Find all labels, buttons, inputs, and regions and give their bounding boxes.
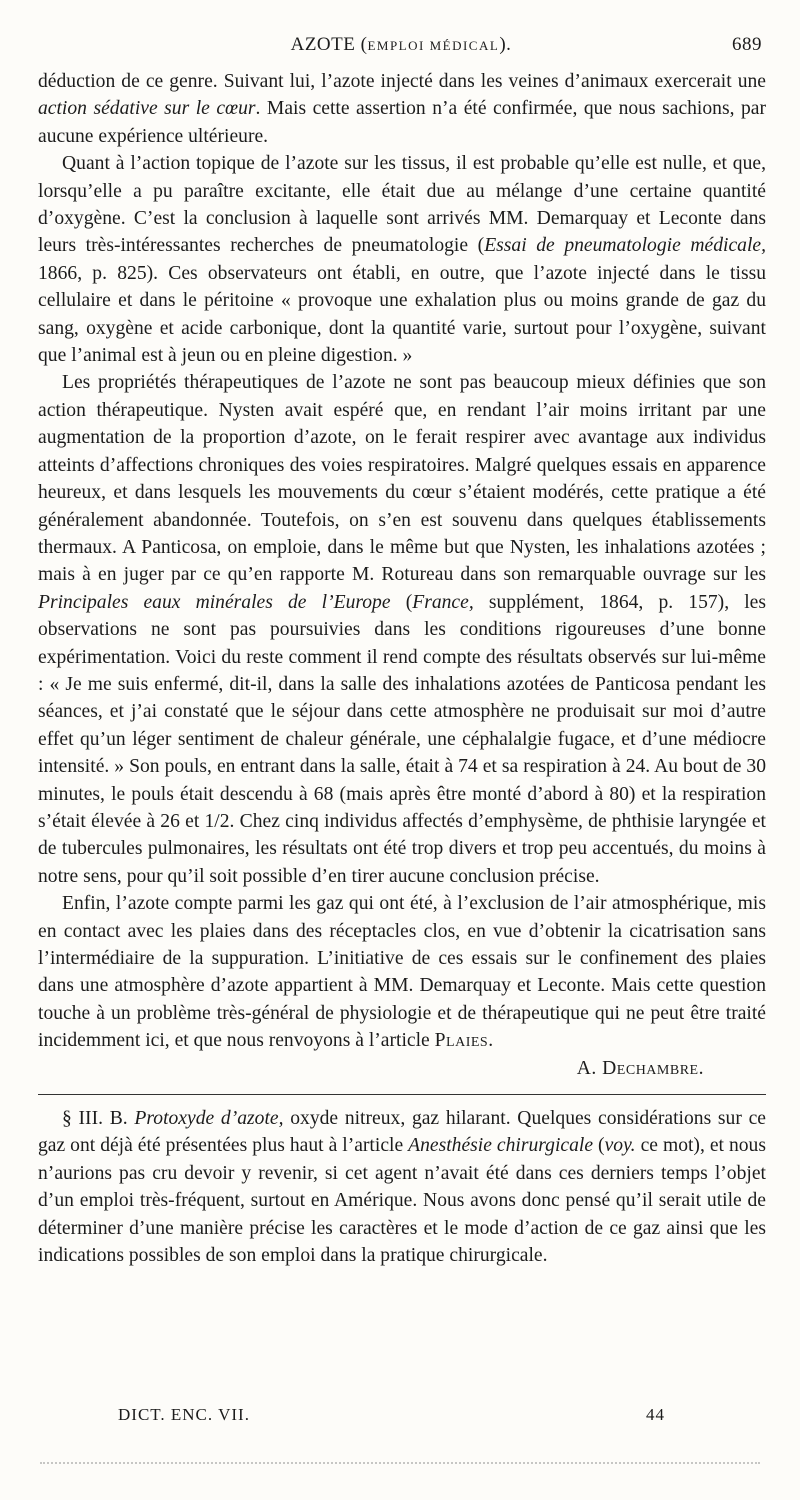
p2-text-b: 1866, p. 825). Ces observateurs ont établi, en outre, que l’azote injecté dans le tissu cellulaire et dans le péritoine « provoque une exhalation plus ou moins grande de gaz du sang, oxygène et acide carbonique, dont la quantité varie, surtout pour l’oxygène, suivant que l’animal est à jeun ou en pleine digestion. » [38,262,766,367]
running-title-subtitle: EMPLOI MÉDICAL [367,38,500,53]
p3-citation-country: France, [412,591,474,613]
p5-voy: voy. [604,1135,636,1157]
paragraph-1 [38,68,766,150]
page-number: 689 [732,34,762,55]
running-title-close: ). [499,34,512,55]
p1-text-b: . Mais cette assertion n’a été confirmée, que nous sachions, par aucune expérience ultérieure. [38,98,767,147]
running-header [40,34,762,60]
author-name: A. Dechambre. [576,1057,704,1079]
p5-subject: Protoxyde d’azote, [134,1108,284,1130]
p2-citation-title: Essai de pneumatologie médicale, [484,235,766,257]
paragraph-3 [38,369,766,890]
p1-emphasis: action sédative sur le cœur [38,98,256,120]
p4-article-ref: Plaies [434,1030,489,1052]
running-title [40,34,762,56]
paragraph-4 [38,890,766,1054]
p3-text-b: supplément, 1864, p. 157), les observations ne sont pas poursuivies dans les conditions rigoureuses d’une bonne expérimentation. Voici du reste comment il rend compte des résultats observés sur lui-même : « Je me suis enfermé, dit-il, dans la salle des inhalations azotées de Panticosa pendant les séances, et j’ai constaté que le séjour dans cette atmosphère ne produisait sur moi d’autre effet qu’un léger sentiment de chaleur générale, une céphalalgie fugace, et d’une médiocre intensité. » Son pouls, en entrant dans la salle, était à 74 et sa respiration à 24. Au bout de 30 minutes, le pouls était descendu à 68 (mais après être monté d’abord à 80) et la respiration s’était élevée à 26 et 1/2. Chez cinq individus affectés d’emphysème, de phthisie laryngée et de tubercules pulmonaires, les résultats ont été trop divers et trop peu accentués, du moins à notre sens, pour qu’il soit possible d’en tirer aucune conclusion précise. [38,591,766,887]
p2-text-a: Quant à l’action topique de l’azote sur les tissus, il est probable qu’elle est nulle, et que, lorsqu’elle a pu paraître excitante, elle était due au mélange d’une certaine quantité d’oxygène. C’est la conclusion à laquelle sont arrivés MM. Demarquay et Leconte dans leurs très-intéressantes recherches de pneumatologie ( [38,153,766,257]
section-divider [38,1094,766,1095]
sheet-number: 44 [646,1405,665,1424]
paragraph-5 [38,1105,766,1269]
running-title-main: AZOTE ( [290,34,368,55]
p4-text-b: . [488,1030,494,1052]
p5-article-ref: Anesthésie chirurgicale [408,1135,594,1157]
p5-section-mark: § III. B. [62,1108,135,1130]
signature-mark: DICT. ENC. VII. [118,1405,250,1424]
article-body [38,68,766,1269]
p3-citation-title: Principales eaux minérales de l’Europe [38,591,391,613]
p5-paren: ( [593,1135,605,1157]
p3-paren: ( [390,591,413,613]
p3-text-a: Les propriétés thérapeutiques de l’azote ne sont pas beaucoup mieux définies que son action thérapeutique. Nysten avait espéré que, en rendant l’air moins irritant par une augmentation de la proportion d’azote, on le ferait respirer avec avantage aux individus atteints d’affections chroniques des voies respiratoires. Malgré quelques essais en apparence heureux, et dans lesquels les mouvements du cœur s’étaient modérés, cette pratique a été généralement abandonnée. Toutefois, on s’en est souvenu dans quelques établissements thermaux. A Panticosa, on emploie, dans le même but que Nysten, les inhalations azotées ; mais à en juger par ce qu’en rapporte M. Rotureau dans son remarquable ouvrage sur les [38,372,766,586]
author-signature [38,1055,766,1082]
scan-bleed-through [40,1462,760,1470]
p5-text-a: oxyde nitreux, gaz hilarant. Quelques considérations sur ce gaz ont déjà été présentées plus haut à l’article [38,1108,766,1157]
p4-text-a: Enfin, l’azote compte parmi les gaz qui ont été, à l’exclusion de l’air atmosphérique, mis en contact avec les plaies dans des réceptacles clos, en vue d’obtenir la cicatrisation sans l’intermédiaire de la suppuration. L’initiative de ces essais sur le confinement des plaies dans une atmosphère d’azote appartient à MM. Demarquay et Leconte. Mais cette question touche à un problème très-général de physiologie et de thérapeutique qui ne peut être traité incidemment ici, et que nous renvoyons à l’article [38,893,766,1052]
p5-text-b: ce mot), et nous n’aurions pas cru devoir y revenir, si cet agent n’avait été dans ces derniers temps l’objet d’un emploi très-fréquent, surtout en Amérique. Nous avons donc pensé qu’il serait utile de déterminer d’une manière précise les caractères et le mode d’action de ce gaz ainsi que les indications possibles de son emploi dans la pratique chirurgicale. [38,1135,766,1267]
p1-text-a: déduction de ce genre. Suivant lui, l’azote injecté dans les veines d’animaux exercerait une [38,71,766,92]
paragraph-2 [38,150,766,369]
